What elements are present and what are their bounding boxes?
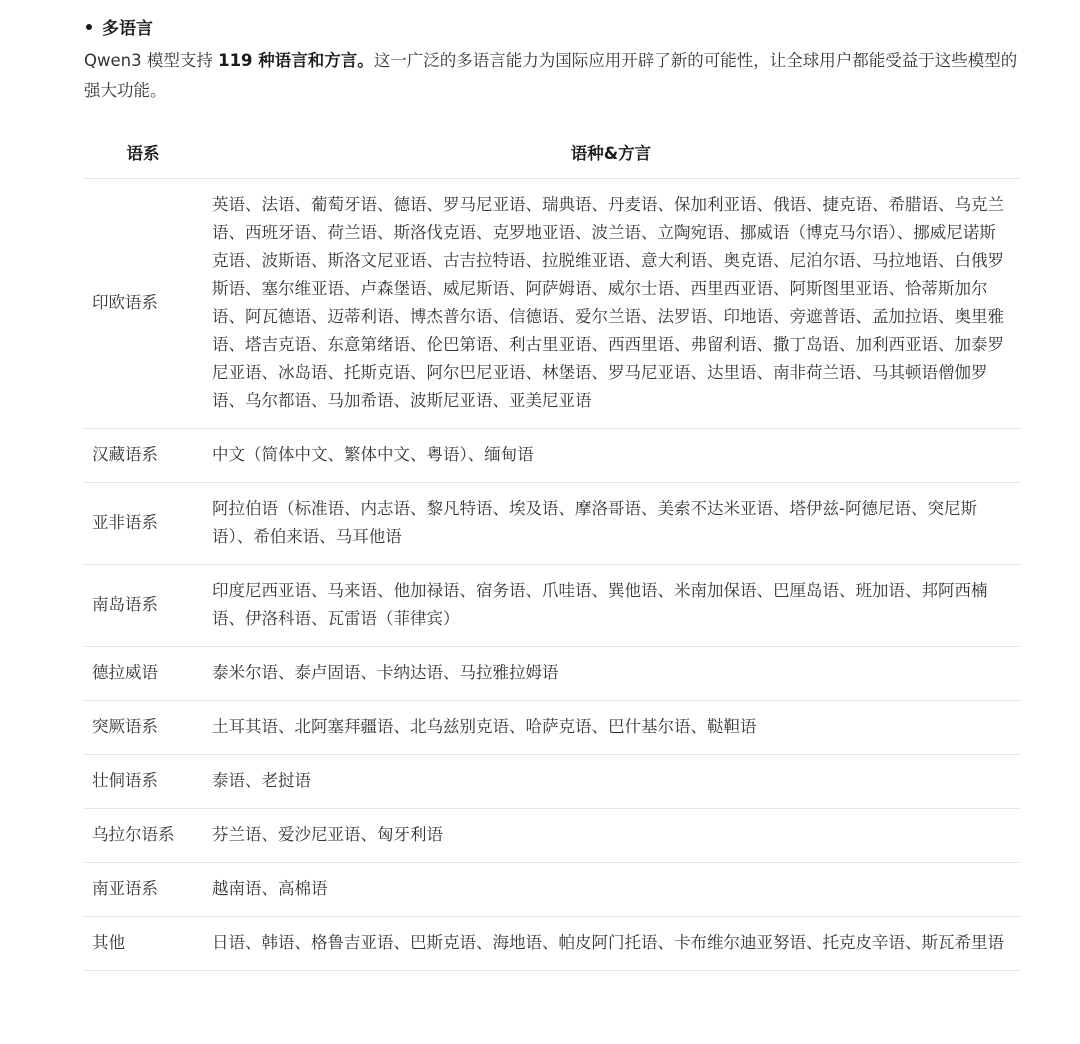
- table-header-row: [84, 126, 1020, 179]
- intro-suffix: 这一广泛的多语言能力为国际应用开辟了新的可能性，让全球用户都能受益于这些模型的强大功能。: [84, 51, 1018, 100]
- table-row: [84, 755, 1020, 809]
- table-row: [84, 429, 1020, 483]
- table-row: [84, 701, 1020, 755]
- languages-cell: 土耳其语、北阿塞拜疆语、北乌兹别克语、哈萨克语、巴什基尔语、鞑靼语: [202, 701, 1020, 755]
- family-cell: 南岛语系: [84, 565, 202, 647]
- languages-cell: 中文（简体中文、繁体中文、粤语）、缅甸语: [202, 429, 1020, 483]
- languages-cell: 泰米尔语、泰卢固语、卡纳达语、马拉雅拉姆语: [202, 647, 1020, 701]
- family-cell: 南亚语系: [84, 863, 202, 917]
- languages-cell: 日语、韩语、格鲁吉亚语、巴斯克语、海地语、帕皮阿门托语、卡布维尔迪亚努语、托克皮辛语、斯瓦希里语: [202, 917, 1020, 971]
- languages-cell: 阿拉伯语（标准语、内志语、黎凡特语、埃及语、摩洛哥语、美索不达米亚语、塔伊兹-阿德尼语、突尼斯语）、希伯来语、马耳他语: [202, 483, 1020, 565]
- languages-cell: 英语、法语、葡萄牙语、德语、罗马尼亚语、瑞典语、丹麦语、保加利亚语、俄语、捷克语、希腊语、乌克兰语、西班牙语、荷兰语、斯洛伐克语、克罗地亚语、波兰语、立陶宛语、挪威语（博克马尔语）、挪威尼诺斯克语、波斯语、斯洛文尼亚语、古吉拉特语、拉脱维亚语、意大利语、奥克语、尼泊尔语、马拉地语、白俄罗斯语、塞尔维亚语、卢森堡语、威尼斯语、阿萨姆语、威尔士语、西里西亚语、阿斯图里亚语、恰蒂斯加尔语、阿瓦德语、迈蒂利语、博杰普尔语、信德语、爱尔兰语、法罗语、印地语、旁遮普语、孟加拉语、奥里雅语、塔吉克语、东意第绪语、伦巴第语、利古里亚语、西西里语、弗留利语、撒丁岛语、加利西亚语、加泰罗尼亚语、冰岛语、托斯克语、阿尔巴尼亚语、林堡语、罗马尼亚语、达里语、南非荷兰语、马其顿语僧伽罗语、乌尔都语、马加希语、波斯尼亚语、亚美尼亚语: [202, 179, 1020, 429]
- header-family: 语系: [84, 126, 202, 179]
- family-cell: 壮侗语系: [84, 755, 202, 809]
- bullet-dot-icon: [86, 24, 92, 30]
- section-heading-text: 多语言: [102, 19, 153, 39]
- table-row: [84, 863, 1020, 917]
- header-languages: 语种&方言: [202, 126, 1020, 179]
- family-cell: 乌拉尔语系: [84, 809, 202, 863]
- intro-bold: 119 种语言和方言。: [218, 51, 374, 70]
- table-row: [84, 565, 1020, 647]
- languages-cell: 越南语、高棉语: [202, 863, 1020, 917]
- table-row: [84, 647, 1020, 701]
- family-cell: 汉藏语系: [84, 429, 202, 483]
- table-row: [84, 179, 1020, 429]
- table-row: [84, 483, 1020, 565]
- languages-cell: 芬兰语、爱沙尼亚语、匈牙利语: [202, 809, 1020, 863]
- family-cell: 德拉威语: [84, 647, 202, 701]
- intro-prefix: Qwen3 模型支持: [84, 51, 219, 70]
- family-cell: 其他: [84, 917, 202, 971]
- table-row: [84, 917, 1020, 971]
- family-cell: 突厥语系: [84, 701, 202, 755]
- table-row: [84, 809, 1020, 863]
- family-cell: 亚非语系: [84, 483, 202, 565]
- family-cell: 印欧语系: [84, 179, 202, 429]
- intro-paragraph: [84, 46, 1024, 106]
- section-heading: [86, 16, 153, 42]
- languages-cell: 印度尼西亚语、马来语、他加禄语、宿务语、爪哇语、巽他语、米南加保语、巴厘岛语、班加语、邦阿西楠语、伊洛科语、瓦雷语（菲律宾）: [202, 565, 1020, 647]
- languages-cell: 泰语、老挝语: [202, 755, 1020, 809]
- language-table: [84, 126, 1020, 971]
